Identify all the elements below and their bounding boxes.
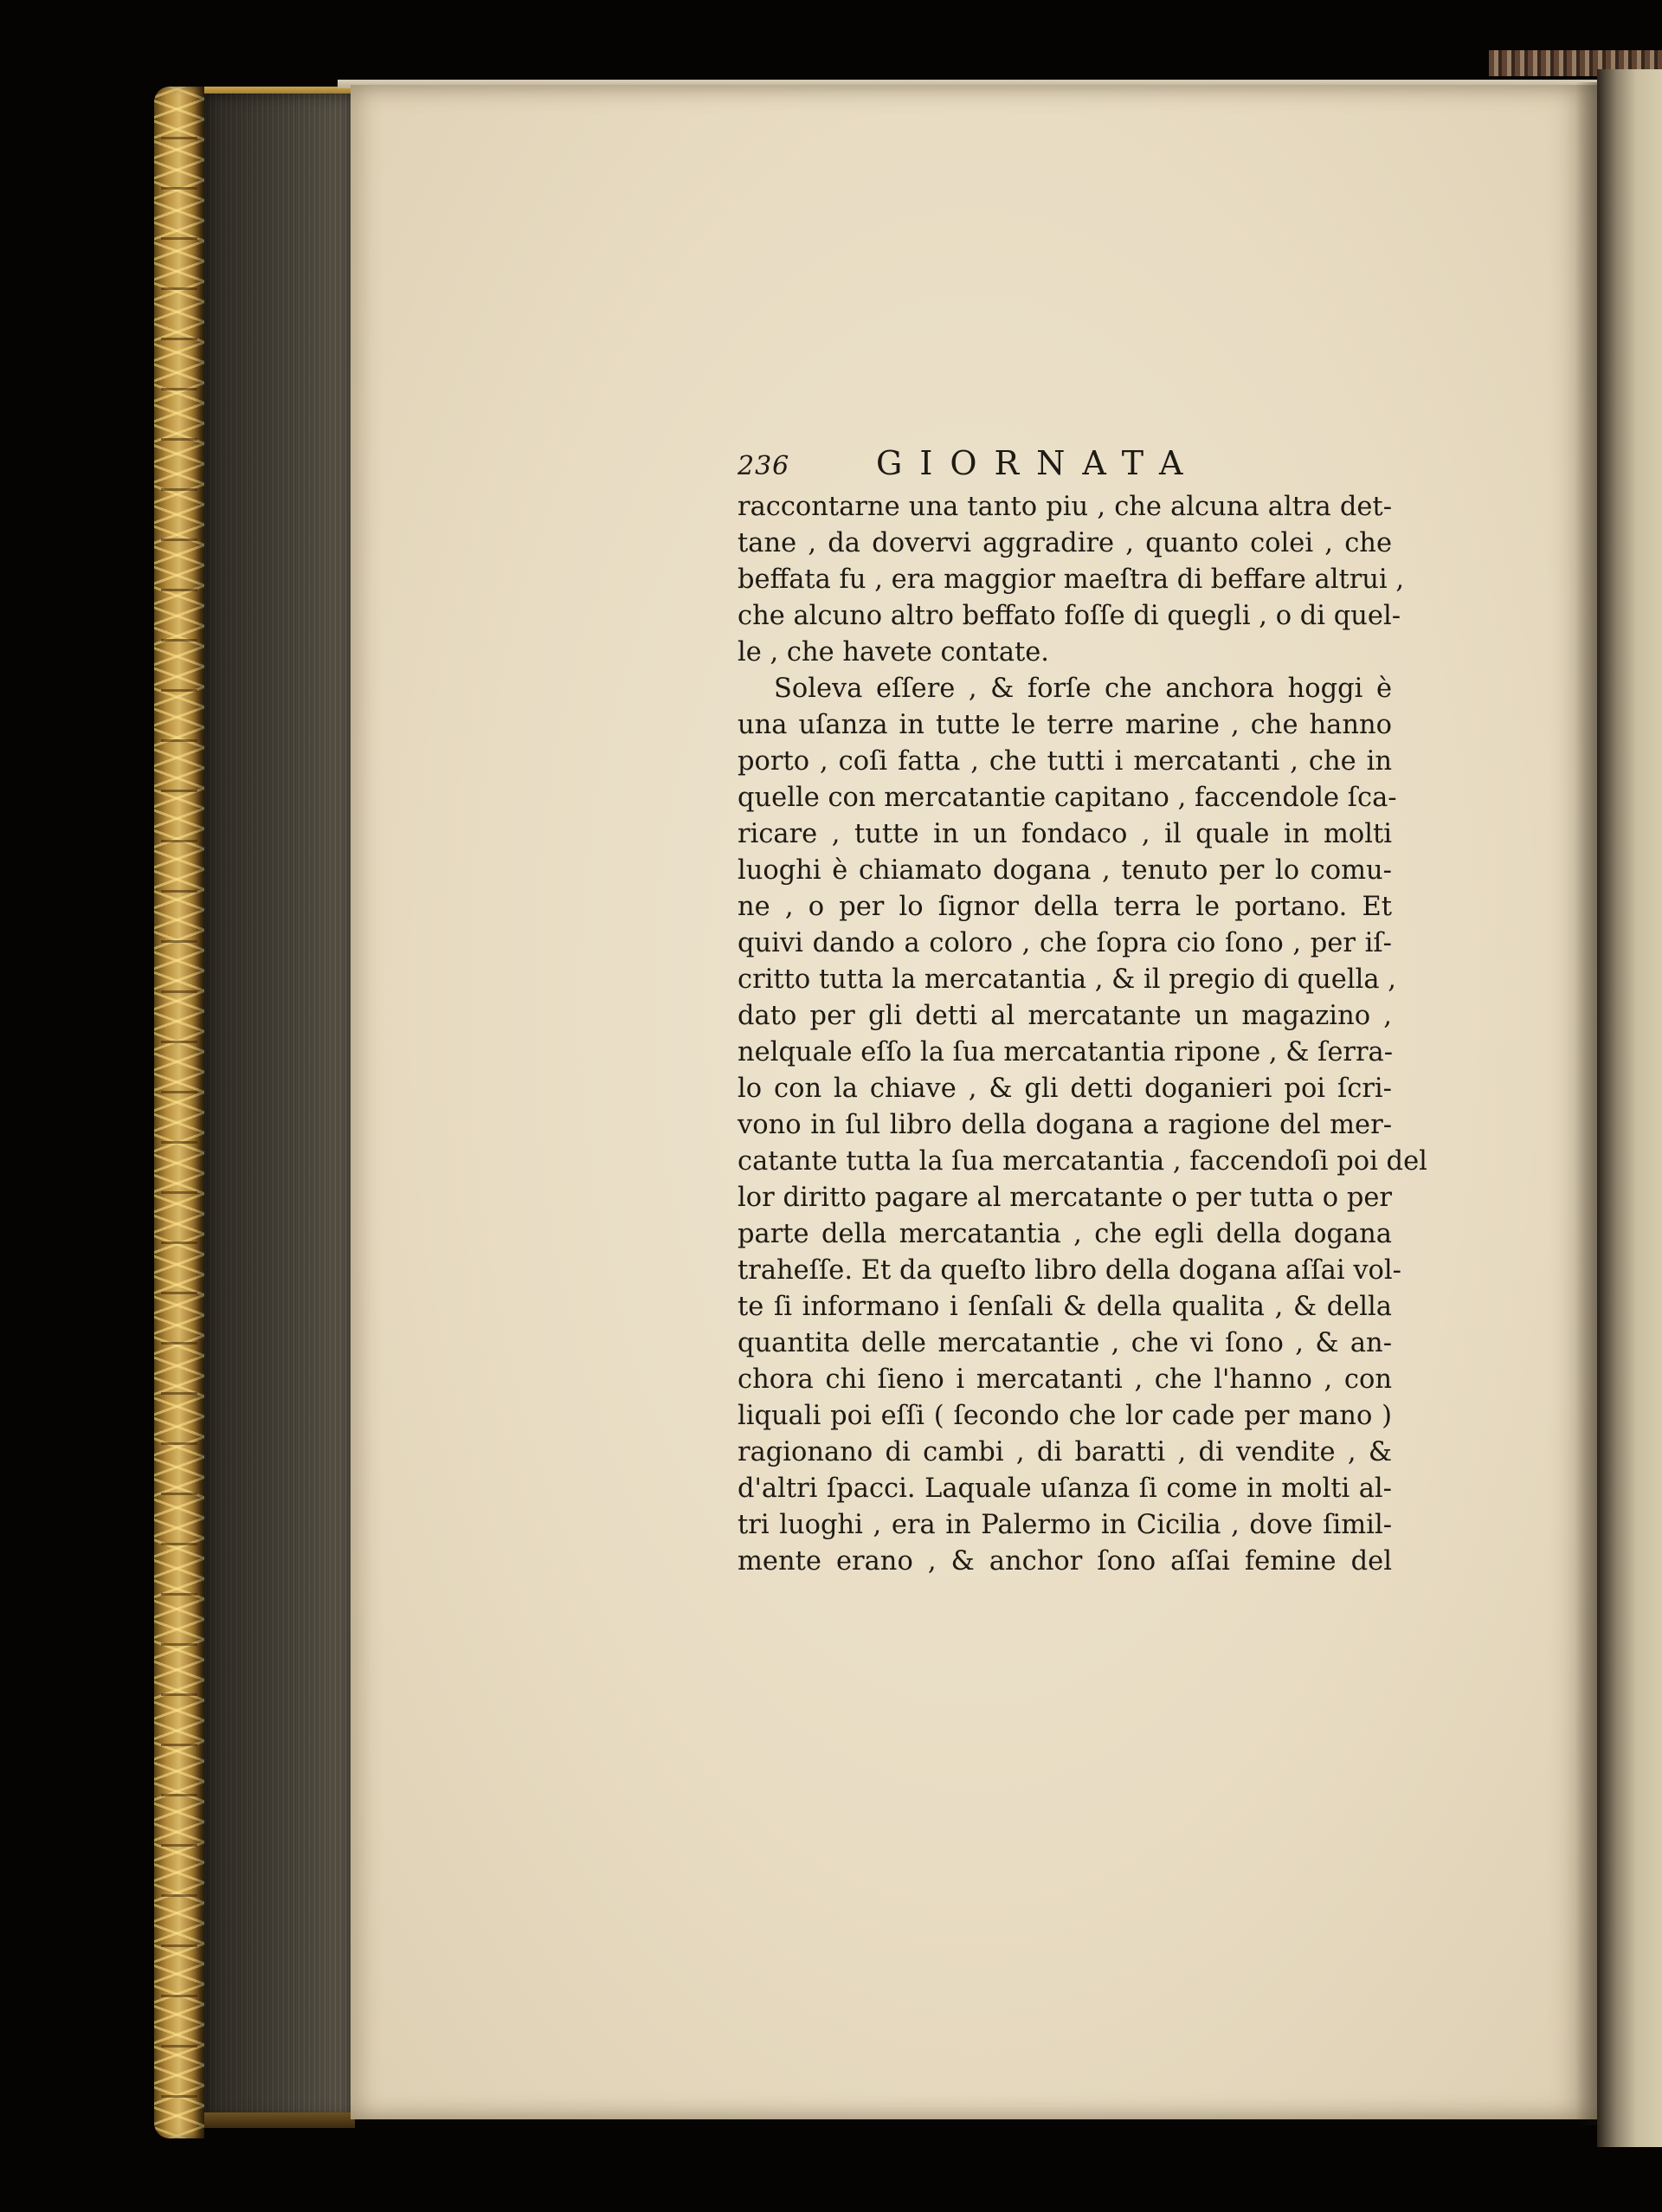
text-line: critto tutta la mercatantia , & il pregio di quella , [738, 964, 1396, 995]
text-line: una uſanza in tutte le terre marine , che hanno [738, 710, 1392, 740]
text-line: quelle con mercatantie capitano , faccendole ſca- [738, 783, 1397, 813]
text-block [738, 437, 1427, 1580]
spine-gilt-ornament [161, 113, 197, 2112]
text-line: le , che havete contate. [738, 637, 1049, 667]
text-line: lor diritto pagare al mercatante o per tutta o per [738, 1183, 1392, 1213]
text-line: tri luoghi , era in Palermo in Cicilia , dove ſimil- [738, 1510, 1392, 1540]
text-line: ragionano di cambi , di baratti , di vendite , & [738, 1437, 1392, 1467]
paragraph-1 [738, 489, 1405, 671]
text-line: te ſi informano i ſenſali & della qualita , & della [738, 1292, 1392, 1322]
text-line: luoghi è chiamato dogana , tenuto per lo comu- [738, 855, 1392, 886]
text-line: liquali poi eſſi ( ſecondo che lor cade per mano ) [738, 1401, 1392, 1431]
text-line: tane , da dovervi aggradire , quanto colei , che [738, 528, 1392, 558]
text-line: lo con la chiave , & gli detti doganieri poi ſcri- [738, 1074, 1392, 1104]
text-line: quantita delle mercatantie , che vi ſono , & an- [738, 1328, 1392, 1358]
text-line: raccontarne una tanto piu , che alcuna altra det- [738, 492, 1392, 522]
paragraph-2 [738, 671, 1427, 1580]
gilt-edge-bottom [204, 2112, 355, 2128]
text-line: traheſſe. Et da queſto libro della dogana aſſai vol- [738, 1255, 1401, 1286]
text-line: vono in ſul libro della dogana a ragione del mer- [738, 1110, 1392, 1140]
running-head [738, 437, 1392, 489]
page-number: 236 [738, 451, 790, 481]
book-spine [154, 87, 204, 2138]
text-line: Soleva eſſere , & forſe che anchora hoggi è [774, 674, 1392, 704]
text-line: quivi dando a coloro , che ſopra cio ſono , per iſ- [738, 928, 1392, 958]
text-line: ricare , tutte in un fondaco , il quale in molti [738, 819, 1392, 849]
text-line: chora chi ſieno i mercatanti , che l'hanno , con [738, 1364, 1392, 1395]
text-line: che alcuno altro beffato foſſe di quegli , o di quel- [738, 601, 1401, 631]
text-line: parte della mercatantia , che egli della dogana [738, 1219, 1392, 1249]
text-line: nelquale eſſo la ſua mercatantia ripone , & ſerra- [738, 1037, 1394, 1067]
text-line: catante tutta la ſua mercatantia , faccendoſi poi del [738, 1146, 1427, 1177]
text-line: porto , coſi fatta , che tutti i mercatanti , che in [738, 746, 1392, 777]
text-line: d'altri ſpacci. Laquale uſanza ſi come in molti al- [738, 1474, 1392, 1504]
text-line: mente erano , & anchor ſono aſſai femine del [738, 1546, 1392, 1577]
running-title: GIORNATA [876, 444, 1201, 482]
page-edges [204, 94, 353, 2119]
text-line: beffata fu , era maggior maeſtra di beffare altrui , [738, 564, 1405, 595]
facing-page-edge [1597, 69, 1662, 2147]
text-line: ne , o per lo ſignor della terra le portano. Et [738, 892, 1392, 922]
text-line: dato per gli detti al mercatante un magazino , [738, 1001, 1392, 1031]
